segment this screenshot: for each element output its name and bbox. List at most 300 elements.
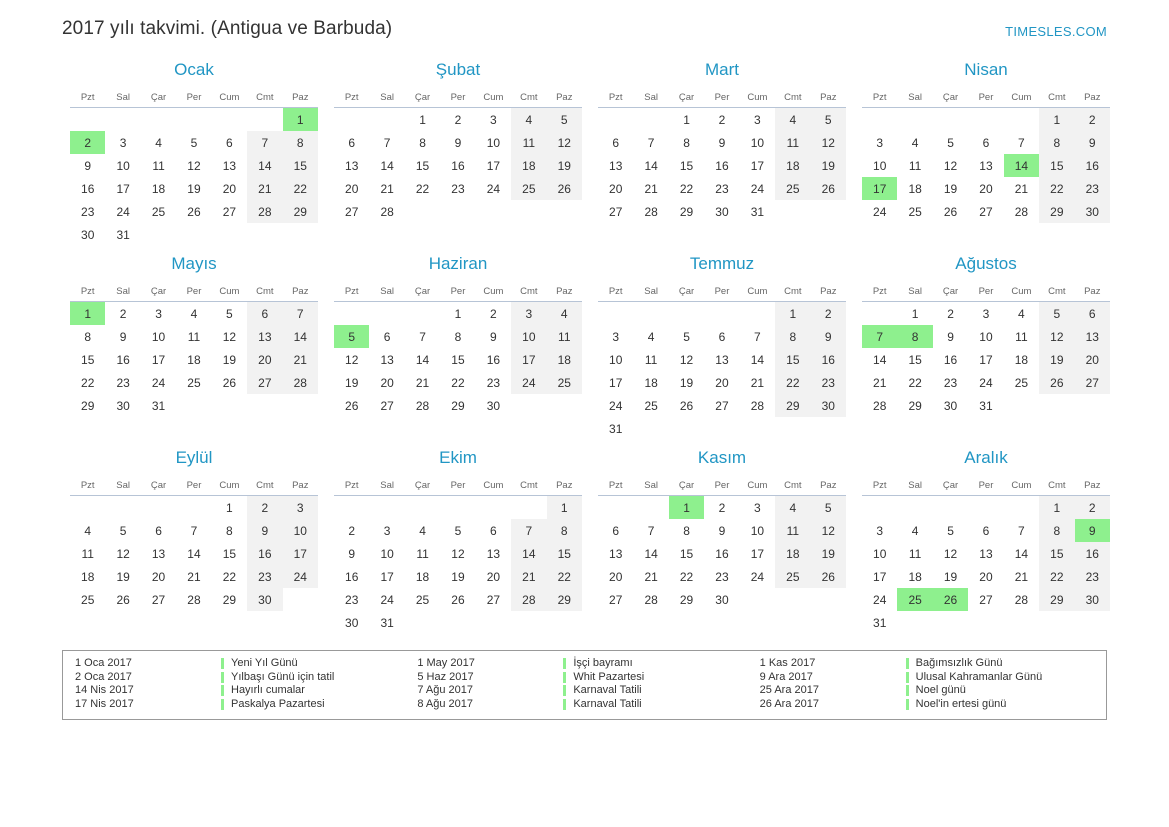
day-cell[interactable]: 29 bbox=[81, 398, 95, 413]
day-cell[interactable]: 31 bbox=[116, 227, 130, 242]
day-cell[interactable]: 13 bbox=[979, 158, 993, 173]
day-cell[interactable]: 1 bbox=[454, 306, 462, 321]
day-cell[interactable]: 8 bbox=[683, 523, 690, 538]
day-cell[interactable]: 2 bbox=[811, 302, 846, 326]
day-cell[interactable]: 20 bbox=[715, 375, 729, 390]
day-cell[interactable]: 30 bbox=[943, 398, 958, 413]
day-cell[interactable]: 16 bbox=[247, 542, 282, 565]
day-cell[interactable]: 20 bbox=[609, 569, 623, 584]
day-cell[interactable]: 24 bbox=[873, 592, 887, 607]
day-cell[interactable]: 15 bbox=[1039, 542, 1074, 565]
day-cell[interactable]: 18 bbox=[187, 352, 201, 367]
day-cell[interactable]: 14 bbox=[187, 546, 201, 561]
day-cell[interactable]: 6 bbox=[348, 135, 356, 150]
day-cell[interactable]: 2 bbox=[119, 306, 127, 321]
day-cell[interactable]: 5 bbox=[119, 523, 127, 538]
day-cell[interactable]: 12 bbox=[116, 546, 130, 561]
day-cell[interactable]: 22 bbox=[679, 181, 694, 196]
day-cell[interactable]: 23 bbox=[943, 375, 958, 390]
day-cell[interactable]: 1 bbox=[226, 500, 233, 515]
day-cell[interactable]: 30 bbox=[811, 394, 846, 417]
day-cell[interactable]: 28 bbox=[380, 204, 394, 219]
day-cell[interactable]: 27 bbox=[979, 592, 993, 607]
day-cell[interactable]: 17 bbox=[979, 352, 993, 367]
day-cell[interactable]: 31 bbox=[380, 615, 394, 630]
day-cell[interactable]: 18 bbox=[415, 569, 430, 584]
day-cell[interactable]: 21 bbox=[380, 181, 394, 196]
day-cell[interactable]: 10 bbox=[979, 329, 993, 344]
day-cell[interactable]: 6 bbox=[612, 135, 620, 150]
day-cell[interactable]: 27 bbox=[486, 592, 501, 607]
day-cell[interactable]: 23 bbox=[116, 375, 130, 390]
day-cell[interactable]: 29 bbox=[1039, 588, 1074, 611]
day-cell[interactable]: 11 bbox=[908, 158, 922, 173]
day-cell[interactable]: 26 bbox=[811, 177, 846, 200]
day-cell[interactable]: 4 bbox=[911, 135, 919, 150]
day-cell[interactable]: 14 bbox=[415, 352, 430, 367]
day-cell[interactable]: 6 bbox=[718, 329, 726, 344]
day-cell[interactable]: 15 bbox=[547, 542, 582, 565]
day-cell[interactable]: 21 bbox=[644, 569, 658, 584]
day-cell[interactable]: 1 bbox=[775, 302, 810, 326]
day-cell[interactable]: 12 bbox=[222, 329, 237, 344]
day-cell[interactable]: 15 bbox=[81, 352, 95, 367]
day-cell[interactable]: 15 bbox=[1039, 154, 1074, 177]
day-cell[interactable]: 11 bbox=[187, 329, 201, 344]
day-cell[interactable]: 19 bbox=[547, 154, 582, 177]
day-cell[interactable]: 27 bbox=[979, 204, 993, 219]
day-cell[interactable]: 21 bbox=[644, 181, 658, 196]
day-cell[interactable]: 18 bbox=[511, 154, 546, 177]
day-cell[interactable]: 29 bbox=[547, 588, 582, 611]
day-cell[interactable]: 18 bbox=[775, 154, 810, 177]
day-cell[interactable]: 2 bbox=[454, 112, 462, 127]
day-cell[interactable]: 16 bbox=[715, 546, 729, 561]
day-cell[interactable]: 22 bbox=[775, 371, 810, 394]
day-cell[interactable]: 4 bbox=[84, 523, 92, 538]
day-cell[interactable]: 29 bbox=[222, 592, 237, 607]
day-cell[interactable]: 16 bbox=[451, 158, 465, 173]
day-cell[interactable]: 16 bbox=[715, 158, 729, 173]
day-cell[interactable]: 4 bbox=[775, 108, 810, 132]
day-cell[interactable]: 13 bbox=[715, 352, 729, 367]
day-cell[interactable]: 2 bbox=[247, 496, 282, 520]
holiday-day-cell[interactable]: 1 bbox=[669, 496, 704, 520]
day-cell[interactable]: 20 bbox=[380, 375, 394, 390]
day-cell[interactable]: 12 bbox=[811, 519, 846, 542]
day-cell[interactable]: 6 bbox=[982, 135, 990, 150]
holiday-day-cell[interactable]: 2 bbox=[70, 131, 105, 154]
day-cell[interactable]: 3 bbox=[511, 302, 546, 326]
day-cell[interactable]: 3 bbox=[754, 500, 761, 515]
day-cell[interactable]: 11 bbox=[81, 546, 94, 561]
day-cell[interactable]: 22 bbox=[451, 375, 465, 390]
day-cell[interactable]: 24 bbox=[380, 592, 394, 607]
day-cell[interactable]: 26 bbox=[116, 592, 130, 607]
day-cell[interactable]: 8 bbox=[226, 523, 233, 538]
day-cell[interactable]: 8 bbox=[775, 325, 810, 348]
day-cell[interactable]: 29 bbox=[283, 200, 318, 223]
day-cell[interactable]: 14 bbox=[750, 352, 765, 367]
day-cell[interactable]: 21 bbox=[187, 569, 201, 584]
day-cell[interactable]: 4 bbox=[1018, 306, 1025, 321]
day-cell[interactable]: 18 bbox=[81, 569, 95, 584]
day-cell[interactable]: 24 bbox=[151, 375, 166, 390]
day-cell[interactable]: 18 bbox=[547, 348, 582, 371]
day-cell[interactable]: 6 bbox=[383, 329, 391, 344]
day-cell[interactable]: 24 bbox=[873, 204, 887, 219]
day-cell[interactable]: 11 bbox=[511, 131, 546, 154]
holiday-day-cell[interactable]: 9 bbox=[1075, 519, 1110, 542]
day-cell[interactable]: 26 bbox=[943, 204, 958, 219]
day-cell[interactable]: 4 bbox=[190, 306, 198, 321]
day-cell[interactable]: 17 bbox=[750, 158, 765, 173]
day-cell[interactable]: 10 bbox=[873, 158, 887, 173]
day-cell[interactable]: 16 bbox=[116, 352, 130, 367]
day-cell[interactable]: 16 bbox=[811, 348, 846, 371]
day-cell[interactable]: 5 bbox=[947, 523, 954, 538]
day-cell[interactable]: 20 bbox=[979, 181, 993, 196]
day-cell[interactable]: 15 bbox=[283, 154, 318, 177]
day-cell[interactable]: 11 bbox=[152, 158, 165, 173]
day-cell[interactable]: 3 bbox=[612, 329, 620, 344]
day-cell[interactable]: 13 bbox=[609, 546, 623, 561]
day-cell[interactable]: 3 bbox=[283, 496, 318, 520]
day-cell[interactable]: 20 bbox=[609, 181, 623, 196]
day-cell[interactable]: 4 bbox=[775, 496, 810, 520]
day-cell[interactable]: 6 bbox=[226, 135, 233, 150]
day-cell[interactable]: 8 bbox=[683, 135, 690, 150]
day-cell[interactable]: 18 bbox=[775, 542, 810, 565]
day-cell[interactable]: 10 bbox=[511, 325, 546, 348]
day-cell[interactable]: 17 bbox=[873, 569, 887, 584]
day-cell[interactable]: 12 bbox=[547, 131, 582, 154]
day-cell[interactable]: 9 bbox=[348, 546, 356, 561]
day-cell[interactable]: 12 bbox=[345, 352, 359, 367]
day-cell[interactable]: 23 bbox=[811, 371, 846, 394]
day-cell[interactable]: 3 bbox=[876, 135, 884, 150]
day-cell[interactable]: 10 bbox=[380, 546, 394, 561]
day-cell[interactable]: 5 bbox=[454, 523, 462, 538]
day-cell[interactable]: 13 bbox=[979, 546, 993, 561]
day-cell[interactable]: 28 bbox=[247, 200, 282, 223]
day-cell[interactable]: 7 bbox=[283, 302, 318, 326]
day-cell[interactable]: 19 bbox=[116, 569, 130, 584]
day-cell[interactable]: 7 bbox=[247, 131, 282, 154]
day-cell[interactable]: 23 bbox=[81, 204, 95, 219]
day-cell[interactable]: 15 bbox=[415, 158, 430, 173]
day-cell[interactable]: 22 bbox=[547, 565, 582, 588]
day-cell[interactable]: 22 bbox=[1039, 177, 1074, 200]
day-cell[interactable]: 4 bbox=[155, 135, 162, 150]
day-cell[interactable]: 29 bbox=[775, 394, 810, 417]
day-cell[interactable]: 17 bbox=[750, 546, 765, 561]
day-cell[interactable]: 18 bbox=[1014, 352, 1029, 367]
day-cell[interactable]: 20 bbox=[247, 348, 282, 371]
day-cell[interactable]: 21 bbox=[1014, 181, 1029, 196]
day-cell[interactable]: 3 bbox=[490, 112, 497, 127]
day-cell[interactable]: 29 bbox=[908, 398, 922, 413]
day-cell[interactable]: 28 bbox=[644, 204, 658, 219]
day-cell[interactable]: 8 bbox=[283, 131, 318, 154]
day-cell[interactable]: 7 bbox=[383, 135, 391, 150]
day-cell[interactable]: 15 bbox=[775, 348, 810, 371]
day-cell[interactable]: 23 bbox=[486, 375, 501, 390]
holiday-day-cell[interactable]: 26 bbox=[933, 588, 968, 611]
day-cell[interactable]: 14 bbox=[511, 542, 546, 565]
day-cell[interactable]: 13 bbox=[222, 158, 237, 173]
day-cell[interactable]: 5 bbox=[226, 306, 233, 321]
day-cell[interactable]: 11 bbox=[547, 325, 582, 348]
day-cell[interactable]: 14 bbox=[644, 546, 658, 561]
day-cell[interactable]: 23 bbox=[345, 592, 359, 607]
day-cell[interactable]: 27 bbox=[609, 204, 623, 219]
day-cell[interactable]: 24 bbox=[750, 569, 765, 584]
day-cell[interactable]: 7 bbox=[190, 523, 198, 538]
holiday-day-cell[interactable]: 8 bbox=[897, 325, 932, 348]
day-cell[interactable]: 30 bbox=[715, 204, 729, 219]
day-cell[interactable]: 14 bbox=[873, 352, 887, 367]
day-cell[interactable]: 9 bbox=[811, 325, 846, 348]
day-cell[interactable]: 17 bbox=[511, 348, 546, 371]
day-cell[interactable]: 11 bbox=[775, 131, 810, 154]
day-cell[interactable]: 24 bbox=[511, 371, 546, 394]
day-cell[interactable]: 23 bbox=[451, 181, 465, 196]
day-cell[interactable]: 19 bbox=[345, 375, 359, 390]
day-cell[interactable]: 2 bbox=[1075, 496, 1110, 520]
day-cell[interactable]: 2 bbox=[348, 523, 356, 538]
day-cell[interactable]: 7 bbox=[511, 519, 546, 542]
day-cell[interactable]: 22 bbox=[222, 569, 237, 584]
day-cell[interactable]: 14 bbox=[380, 158, 394, 173]
day-cell[interactable]: 22 bbox=[81, 375, 95, 390]
day-cell[interactable]: 10 bbox=[283, 519, 318, 542]
day-cell[interactable]: 25 bbox=[151, 204, 166, 219]
day-cell[interactable]: 14 bbox=[644, 158, 658, 173]
day-cell[interactable]: 11 bbox=[1015, 329, 1028, 344]
day-cell[interactable]: 24 bbox=[283, 565, 318, 588]
day-cell[interactable]: 24 bbox=[486, 181, 501, 196]
day-cell[interactable]: 21 bbox=[283, 348, 318, 371]
day-cell[interactable]: 3 bbox=[876, 523, 884, 538]
day-cell[interactable]: 26 bbox=[222, 375, 237, 390]
day-cell[interactable]: 27 bbox=[715, 398, 729, 413]
day-cell[interactable]: 21 bbox=[415, 375, 430, 390]
day-cell[interactable]: 23 bbox=[1075, 565, 1110, 588]
day-cell[interactable]: 20 bbox=[486, 569, 501, 584]
day-cell[interactable]: 3 bbox=[754, 112, 761, 127]
day-cell[interactable]: 7 bbox=[1018, 523, 1025, 538]
day-cell[interactable]: 24 bbox=[116, 204, 130, 219]
day-cell[interactable]: 15 bbox=[451, 352, 465, 367]
day-cell[interactable]: 1 bbox=[911, 306, 919, 321]
day-cell[interactable]: 19 bbox=[187, 181, 201, 196]
day-cell[interactable]: 3 bbox=[155, 306, 162, 321]
day-cell[interactable]: 18 bbox=[151, 181, 166, 196]
day-cell[interactable]: 10 bbox=[750, 135, 765, 150]
day-cell[interactable]: 31 bbox=[979, 398, 993, 413]
day-cell[interactable]: 30 bbox=[345, 615, 359, 630]
day-cell[interactable]: 15 bbox=[679, 158, 694, 173]
day-cell[interactable]: 25 bbox=[908, 204, 922, 219]
day-cell[interactable]: 19 bbox=[679, 375, 694, 390]
day-cell[interactable]: 21 bbox=[750, 375, 765, 390]
day-cell[interactable]: 4 bbox=[647, 329, 655, 344]
day-cell[interactable]: 27 bbox=[609, 592, 623, 607]
day-cell[interactable]: 28 bbox=[187, 592, 201, 607]
day-cell[interactable]: 13 bbox=[486, 546, 501, 561]
holiday-day-cell[interactable]: 1 bbox=[70, 302, 105, 326]
day-cell[interactable]: 9 bbox=[718, 523, 726, 538]
day-cell[interactable]: 3 bbox=[383, 523, 391, 538]
day-cell[interactable]: 22 bbox=[679, 569, 694, 584]
day-cell[interactable]: 28 bbox=[1014, 592, 1029, 607]
day-cell[interactable]: 30 bbox=[247, 588, 282, 611]
day-cell[interactable]: 28 bbox=[750, 398, 765, 413]
day-cell[interactable]: 28 bbox=[644, 592, 658, 607]
day-cell[interactable]: 8 bbox=[419, 135, 426, 150]
day-cell[interactable]: 5 bbox=[683, 329, 690, 344]
day-cell[interactable]: 11 bbox=[908, 546, 922, 561]
day-cell[interactable]: 8 bbox=[547, 519, 582, 542]
day-cell[interactable]: 10 bbox=[151, 329, 166, 344]
day-cell[interactable]: 9 bbox=[119, 329, 127, 344]
day-cell[interactable]: 9 bbox=[454, 135, 462, 150]
day-cell[interactable]: 13 bbox=[345, 158, 359, 173]
day-cell[interactable]: 20 bbox=[979, 569, 993, 584]
day-cell[interactable]: 4 bbox=[911, 523, 919, 538]
day-cell[interactable]: 9 bbox=[490, 329, 497, 344]
day-cell[interactable]: 16 bbox=[486, 352, 501, 367]
day-cell[interactable]: 19 bbox=[1039, 348, 1074, 371]
holiday-day-cell[interactable]: 5 bbox=[334, 325, 369, 348]
day-cell[interactable]: 16 bbox=[81, 181, 95, 196]
day-cell[interactable]: 31 bbox=[873, 615, 887, 630]
day-cell[interactable]: 29 bbox=[679, 592, 694, 607]
day-cell[interactable]: 29 bbox=[679, 204, 694, 219]
day-cell[interactable]: 16 bbox=[1075, 542, 1110, 565]
day-cell[interactable]: 8 bbox=[84, 329, 92, 344]
day-cell[interactable]: 8 bbox=[1039, 131, 1074, 154]
day-cell[interactable]: 17 bbox=[609, 375, 623, 390]
day-cell[interactable]: 27 bbox=[345, 204, 359, 219]
day-cell[interactable]: 17 bbox=[283, 542, 318, 565]
day-cell[interactable]: 19 bbox=[811, 154, 846, 177]
day-cell[interactable]: 14 bbox=[1014, 546, 1029, 561]
holiday-day-cell[interactable]: 14 bbox=[1004, 154, 1039, 177]
day-cell[interactable]: 27 bbox=[222, 204, 237, 219]
day-cell[interactable]: 6 bbox=[1075, 302, 1110, 326]
day-cell[interactable]: 23 bbox=[247, 565, 282, 588]
day-cell[interactable]: 2 bbox=[947, 306, 954, 321]
day-cell[interactable]: 25 bbox=[511, 177, 546, 200]
day-cell[interactable]: 4 bbox=[419, 523, 426, 538]
day-cell[interactable]: 1 bbox=[683, 112, 690, 127]
day-cell[interactable]: 24 bbox=[979, 375, 993, 390]
day-cell[interactable]: 26 bbox=[187, 204, 201, 219]
day-cell[interactable]: 25 bbox=[415, 592, 430, 607]
day-cell[interactable]: 4 bbox=[511, 108, 546, 132]
day-cell[interactable]: 30 bbox=[486, 398, 501, 413]
day-cell[interactable]: 9 bbox=[947, 329, 954, 344]
day-cell[interactable]: 26 bbox=[811, 565, 846, 588]
day-cell[interactable]: 10 bbox=[873, 546, 887, 561]
day-cell[interactable]: 15 bbox=[908, 352, 922, 367]
day-cell[interactable]: 18 bbox=[644, 375, 658, 390]
day-cell[interactable]: 28 bbox=[873, 398, 887, 413]
day-cell[interactable]: 17 bbox=[486, 158, 501, 173]
day-cell[interactable]: 28 bbox=[511, 588, 546, 611]
day-cell[interactable]: 12 bbox=[943, 546, 958, 561]
day-cell[interactable]: 16 bbox=[943, 352, 958, 367]
day-cell[interactable]: 12 bbox=[811, 131, 846, 154]
day-cell[interactable]: 17 bbox=[116, 181, 130, 196]
day-cell[interactable]: 1 bbox=[1039, 108, 1074, 132]
day-cell[interactable]: 26 bbox=[679, 398, 694, 413]
day-cell[interactable]: 11 bbox=[416, 546, 429, 561]
day-cell[interactable]: 2 bbox=[718, 500, 726, 515]
day-cell[interactable]: 28 bbox=[1014, 204, 1029, 219]
day-cell[interactable]: 31 bbox=[151, 398, 166, 413]
day-cell[interactable]: 11 bbox=[644, 352, 658, 367]
day-cell[interactable]: 5 bbox=[1039, 302, 1074, 326]
day-cell[interactable]: 13 bbox=[609, 158, 623, 173]
day-cell[interactable]: 7 bbox=[647, 523, 655, 538]
day-cell[interactable]: 20 bbox=[151, 569, 166, 584]
day-cell[interactable]: 22 bbox=[908, 375, 922, 390]
day-cell[interactable]: 3 bbox=[982, 306, 990, 321]
day-cell[interactable]: 9 bbox=[718, 135, 726, 150]
day-cell[interactable]: 5 bbox=[811, 108, 846, 132]
day-cell[interactable]: 21 bbox=[1014, 569, 1029, 584]
day-cell[interactable]: 24 bbox=[609, 398, 623, 413]
day-cell[interactable]: 26 bbox=[1039, 371, 1074, 394]
day-cell[interactable]: 7 bbox=[754, 329, 761, 344]
day-cell[interactable]: 19 bbox=[943, 181, 958, 196]
day-cell[interactable]: 22 bbox=[415, 181, 430, 196]
day-cell[interactable]: 5 bbox=[811, 496, 846, 520]
day-cell[interactable]: 27 bbox=[380, 398, 394, 413]
day-cell[interactable]: 30 bbox=[81, 227, 95, 242]
day-cell[interactable]: 28 bbox=[415, 398, 430, 413]
day-cell[interactable]: 26 bbox=[345, 398, 359, 413]
day-cell[interactable]: 19 bbox=[222, 352, 237, 367]
day-cell[interactable]: 13 bbox=[151, 546, 166, 561]
day-cell[interactable]: 7 bbox=[1018, 135, 1025, 150]
day-cell[interactable]: 10 bbox=[609, 352, 623, 367]
day-cell[interactable]: 25 bbox=[775, 565, 810, 588]
day-cell[interactable]: 1 bbox=[547, 496, 582, 520]
day-cell[interactable]: 21 bbox=[247, 177, 282, 200]
day-cell[interactable]: 24 bbox=[750, 181, 765, 196]
day-cell[interactable]: 12 bbox=[451, 546, 465, 561]
holiday-day-cell[interactable]: 7 bbox=[862, 325, 897, 348]
day-cell[interactable]: 10 bbox=[116, 158, 130, 173]
day-cell[interactable]: 2 bbox=[1075, 108, 1110, 132]
day-cell[interactable]: 29 bbox=[1039, 200, 1074, 223]
day-cell[interactable]: 13 bbox=[380, 352, 394, 367]
day-cell[interactable]: 4 bbox=[547, 302, 582, 326]
day-cell[interactable]: 6 bbox=[247, 302, 282, 326]
day-cell[interactable]: 16 bbox=[345, 569, 359, 584]
day-cell[interactable]: 30 bbox=[1075, 200, 1110, 223]
day-cell[interactable]: 22 bbox=[283, 177, 318, 200]
day-cell[interactable]: 27 bbox=[151, 592, 166, 607]
day-cell[interactable]: 7 bbox=[419, 329, 426, 344]
day-cell[interactable]: 25 bbox=[187, 375, 201, 390]
day-cell[interactable]: 20 bbox=[1075, 348, 1110, 371]
day-cell[interactable]: 9 bbox=[84, 158, 92, 173]
